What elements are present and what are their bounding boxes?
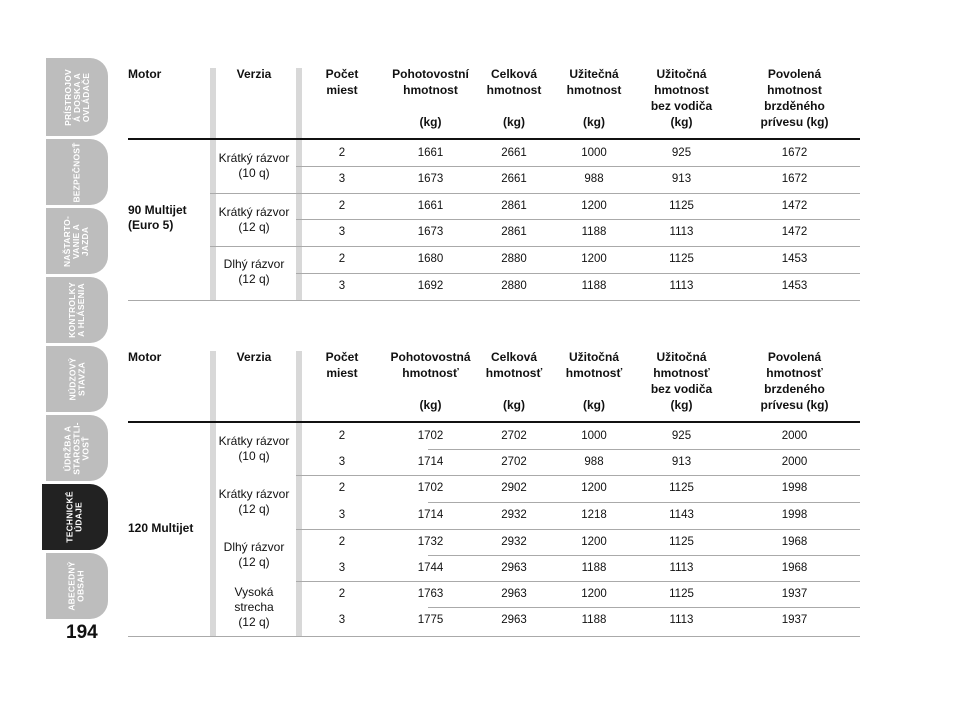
motor-label: 90 Multijet (Euro 5) [128,203,187,232]
cell-pocet-miest: 2 [338,252,346,265]
cell-uzitocna: 1200 [581,252,607,265]
table-row [128,581,860,607]
weights-table-90-multijet [128,66,860,302]
cell-pocet-miest: 2 [338,199,346,212]
cell-privesu: 2000 [781,455,808,468]
cell-pohotovostna: 1673 [417,172,444,185]
cell-uzitocna: 1200 [581,199,607,212]
cell-uzitocna: 1000 [581,146,607,159]
cell-pocet-miest: 3 [338,455,346,468]
cell-celkova: 2963 [501,613,527,626]
cell-bez-vodica: 1125 [669,199,694,212]
header-povolena-hmotnost-privesu: Povolená hmotnost brzděného prívesu (kg) [760,67,829,129]
cell-privesu: 1968 [781,535,808,548]
table-row [128,166,860,192]
tab-technicke-udaje[interactable] [42,484,108,550]
cell-bez-vodica: 1113 [669,561,694,574]
tab-abecedny-obsah[interactable] [46,553,108,619]
tab-label: TECHNICKÉ ÚDAJE [64,491,84,543]
cell-uzitocna: 1188 [581,279,607,292]
cell-pohotovostna: 1661 [417,199,444,212]
tab-kontrolky[interactable] [46,277,108,343]
version-label: Krátky rázvor (12 q) [218,487,290,516]
cell-pocet-miest: 3 [338,225,346,238]
header-pocet-miest: Počet miest [325,350,359,380]
cell-celkova: 2661 [501,146,527,159]
cell-uzitocna: 988 [584,172,604,185]
table-row [128,529,860,555]
table-row [128,273,860,299]
header-motor: Motor [128,350,162,364]
version-label: Krátky rázvor (10 q) [218,434,290,463]
tab-label: NÚDZOVÝ STAVZA [67,357,86,401]
cell-pohotovostna: 1763 [417,587,444,600]
cell-pohotovostna: 1714 [417,508,444,521]
cell-pocet-miest: 2 [338,587,346,600]
cell-bez-vodica: 1113 [669,225,694,238]
cell-pohotovostna: 1714 [417,455,444,468]
cell-pohotovostna: 1744 [417,561,444,574]
table-header [128,349,860,413]
cell-pohotovostna: 1732 [417,535,444,548]
cell-celkova: 2963 [501,587,527,600]
header-celkova-hmotnost: Celková hmotnost (kg) [486,67,542,129]
header-pohotovostna-hmotnost: Pohotovostná hmotnosť (kg) [390,350,471,412]
header-uzitocna-hmotnost: Užitočná hmotnosť (kg) [565,350,623,412]
cell-bez-vodica: 1125 [669,252,694,265]
cell-uzitocna: 1188 [581,561,607,574]
tab-bezpecnost[interactable] [46,139,108,205]
header-uzitocna-bez-vodica: Užitočná hmotnost bez vodiča (kg) [650,67,713,129]
cell-celkova: 2702 [501,455,527,468]
cell-pocet-miest: 3 [338,279,346,292]
cell-privesu: 1937 [781,587,808,600]
header-celkova-hmotnost: Celková hmotnosť (kg) [485,350,543,412]
tab-udrzba[interactable] [46,415,108,481]
header-pohotovostna-hmotnost: Pohotovostní hmotnost (kg) [392,67,469,129]
cell-bez-vodica: 1143 [669,508,694,521]
version-label: Dlhý rázvor (12 q) [223,257,285,286]
version-label: Krátký rázvor (12 q) [218,205,290,234]
cell-bez-vodica: 1125 [669,481,694,494]
cell-privesu: 1453 [781,252,808,265]
cell-celkova: 2902 [501,481,527,494]
cell-pohotovostna: 1692 [417,279,444,292]
cell-celkova: 2861 [501,199,527,212]
cell-celkova: 2932 [501,535,527,548]
cell-pocet-miest: 3 [338,613,346,626]
cell-uzitocna: 1188 [581,225,607,238]
table-row [128,555,860,581]
table-row [128,475,860,501]
cell-pocet-miest: 2 [338,481,346,494]
cell-celkova: 2932 [501,508,527,521]
page-number: 194 [66,622,98,643]
cell-pohotovostna: 1775 [417,613,444,626]
cell-bez-vodica: 1113 [669,613,694,626]
tab-nastartovanie[interactable] [46,208,108,274]
cell-uzitocna: 988 [584,455,604,468]
table-row [128,193,860,219]
cell-pocet-miest: 3 [338,561,346,574]
cell-bez-vodica: 1125 [669,535,694,548]
cell-privesu: 1937 [781,613,808,626]
header-pocet-miest: Počet miest [325,67,359,97]
tab-label: NAŠTARTO- VANIE A JAZDA [62,215,91,267]
cell-pocet-miest: 2 [338,429,346,442]
table-bottom-rule [128,636,860,637]
cell-bez-vodica: 1125 [669,587,694,600]
tab-label: ABECEDNÝ OBSAH [67,561,86,611]
header-verzia: Verzia [236,67,272,81]
cell-pocet-miest: 2 [338,535,346,548]
header-povolena-hmotnost-privesu: Povolená hmotnosť brzdeného prívesu (kg) [760,350,829,412]
cell-bez-vodica: 913 [671,172,692,185]
cell-bez-vodica: 913 [671,455,692,468]
cell-privesu: 2000 [781,429,808,442]
cell-privesu: 1998 [781,508,808,521]
version-label: Krátký rázvor (10 q) [218,151,290,180]
weights-table-120-multijet [128,349,860,639]
header-verzia: Verzia [236,350,272,364]
table-row [128,502,860,528]
cell-uzitocna: 1200 [581,481,607,494]
cell-pohotovostna: 1702 [417,481,444,494]
tab-label: ÚDRŽBA A STAROSTLI- VOSŤ [62,421,91,475]
cell-celkova: 2963 [501,561,527,574]
cell-celkova: 2661 [501,172,527,185]
cell-uzitocna: 1000 [581,429,607,442]
tab-nudzovy-stav[interactable] [46,346,108,412]
version-label: Dlhý rázvor (12 q) [223,540,285,569]
table-bottom-rule [128,300,860,301]
tab-label: PRÍSTROJOV Á DOSKA A OVLÁDAČE [62,68,91,126]
cell-privesu: 1472 [781,199,808,212]
cell-uzitocna: 1218 [581,508,607,521]
table-row [128,246,860,272]
table-row [128,423,860,449]
cell-privesu: 1672 [781,146,808,159]
cell-pohotovostna: 1661 [417,146,444,159]
tab-label: BEZPEČNOSŤ [71,141,82,203]
header-motor: Motor [128,67,162,81]
cell-pohotovostna: 1680 [417,252,444,265]
table-header [128,66,860,130]
table-row [128,449,860,475]
cell-uzitocna: 1200 [581,587,607,600]
cell-pohotovostna: 1673 [417,225,444,238]
version-label: Vysoká strecha (12 q) [234,585,274,629]
table-row [128,219,860,245]
cell-uzitocna: 1188 [581,613,607,626]
cell-privesu: 1672 [781,172,808,185]
cell-celkova: 2702 [501,429,527,442]
table-row [128,140,860,166]
cell-privesu: 1453 [781,279,808,292]
cell-pocet-miest: 3 [338,508,346,521]
cell-privesu: 1472 [781,225,808,238]
tab-label: KONTROLKY A HLÁSENIA [66,282,86,338]
cell-privesu: 1968 [781,561,808,574]
cell-celkova: 2880 [501,252,527,265]
header-uzitocna-hmotnost: Užitečná hmotnost (kg) [566,67,622,129]
cell-pohotovostna: 1702 [417,429,444,442]
cell-pocet-miest: 2 [338,146,346,159]
cell-pocet-miest: 3 [338,172,346,185]
cell-celkova: 2880 [501,279,527,292]
cell-privesu: 1998 [781,481,808,494]
tab-pristrojova-doska[interactable] [46,58,108,136]
cell-bez-vodica: 1113 [669,279,694,292]
table-row [128,607,860,633]
cell-uzitocna: 1200 [581,535,607,548]
motor-label: 120 Multijet [128,521,194,535]
cell-celkova: 2861 [501,225,527,238]
cell-bez-vodica: 925 [671,429,692,442]
cell-bez-vodica: 925 [671,146,692,159]
header-uzitocna-bez-vodica: Užitočná hmotnosť bez vodiča (kg) [650,350,713,412]
